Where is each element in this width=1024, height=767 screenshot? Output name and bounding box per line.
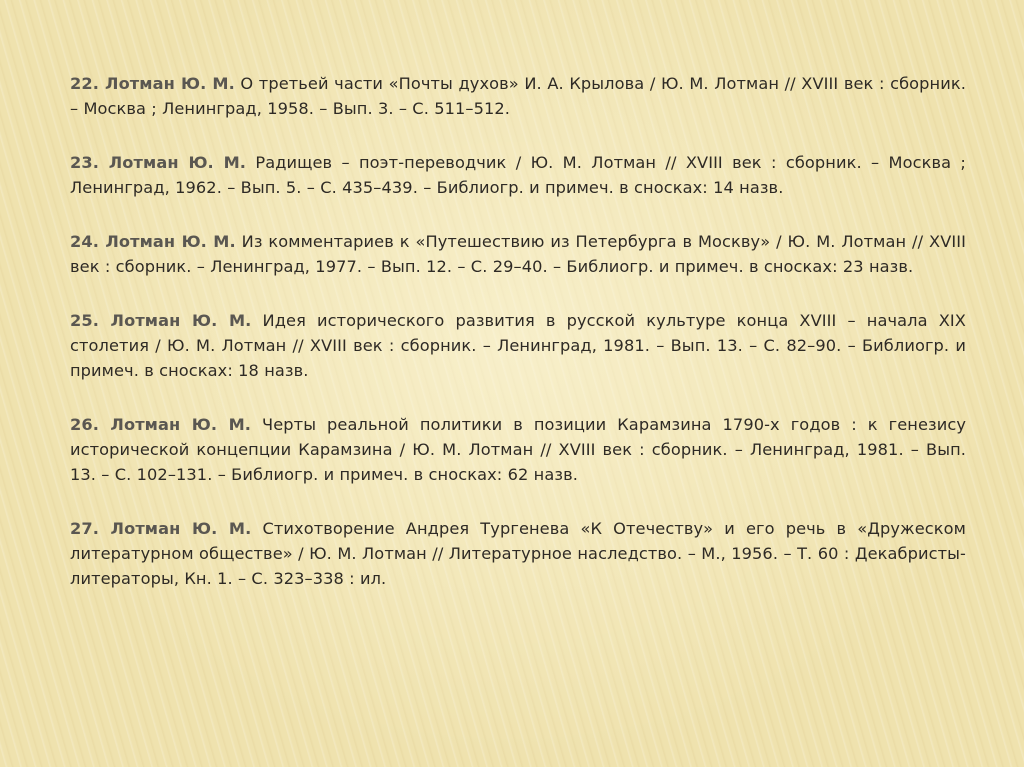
entry-author: 22. Лотман Ю. М. bbox=[70, 74, 235, 93]
entry-author: 27. Лотман Ю. М. bbox=[70, 519, 252, 538]
entry-text: Из комментариев к «Путешествию из Петербурга в Москву» / Ю. М. Лотман // XVIII век : сборник. – Ленинград, 1977. – Вып. 12. – С. 29–40. – Библиогр. и примеч. в сносках: 23 назв. bbox=[70, 232, 967, 276]
entry-author: 24. Лотман Ю. М. bbox=[70, 232, 236, 251]
entry-text: Стихотворение Андрея Тургенева «К Отечеству» и его речь в «Дружеском литературном обществе» / Ю. М. Лотман // Литературное наследство. – М., 1956. – Т. 60 : Декабристы-литераторы, Кн. 1. – С. 323–338 : ил. bbox=[70, 519, 966, 588]
entry-author: 23. Лотман Ю. М. bbox=[70, 153, 247, 172]
bibliography-entry-24 bbox=[70, 229, 966, 279]
entry-author: 25. Лотман Ю. М. bbox=[70, 311, 252, 330]
bibliography-entry-22 bbox=[70, 71, 966, 121]
bibliography-entry-27 bbox=[70, 516, 966, 591]
entry-text: Черты реальной политики в позиции Карамзина 1790-х годов : к генезису исторической концепции Карамзина / Ю. М. Лотман // XVIII век : сборник. – Ленинград, 1981. – Вып. 13. – С. 102–131. – Библиогр. и примеч. в сносках: 62 назв. bbox=[70, 415, 967, 484]
entry-text: О третьей части «Почты духов» И. А. Крылова / Ю. М. Лотман // XVIII век : сборник. – Москва ; Ленинград, 1958. – Вып. 3. – С. 511–512. bbox=[70, 74, 966, 118]
bibliography-list bbox=[70, 71, 966, 591]
bibliography-entry-25 bbox=[70, 308, 966, 383]
entry-author: 26. Лотман Ю. М. bbox=[70, 415, 252, 434]
bibliography-entry-26 bbox=[70, 412, 966, 487]
bibliography-entry-23 bbox=[70, 150, 966, 200]
entry-text: Радищев – поэт-переводчик / Ю. М. Лотман // XVIII век : сборник. – Москва ; Ленинград, 1962. – Вып. 5. – С. 435–439. – Библиогр. и примеч. в сносках: 14 назв. bbox=[70, 153, 966, 197]
entry-text: Идея исторического развития в русской культуре конца XVIII – начала XIX столетия / Ю. М. Лотман // XVIII век : сборник. – Ленинград, 1981. – Вып. 13. – С. 82–90. – Библиогр. и примеч. в сносках: 18 назв. bbox=[70, 311, 966, 380]
